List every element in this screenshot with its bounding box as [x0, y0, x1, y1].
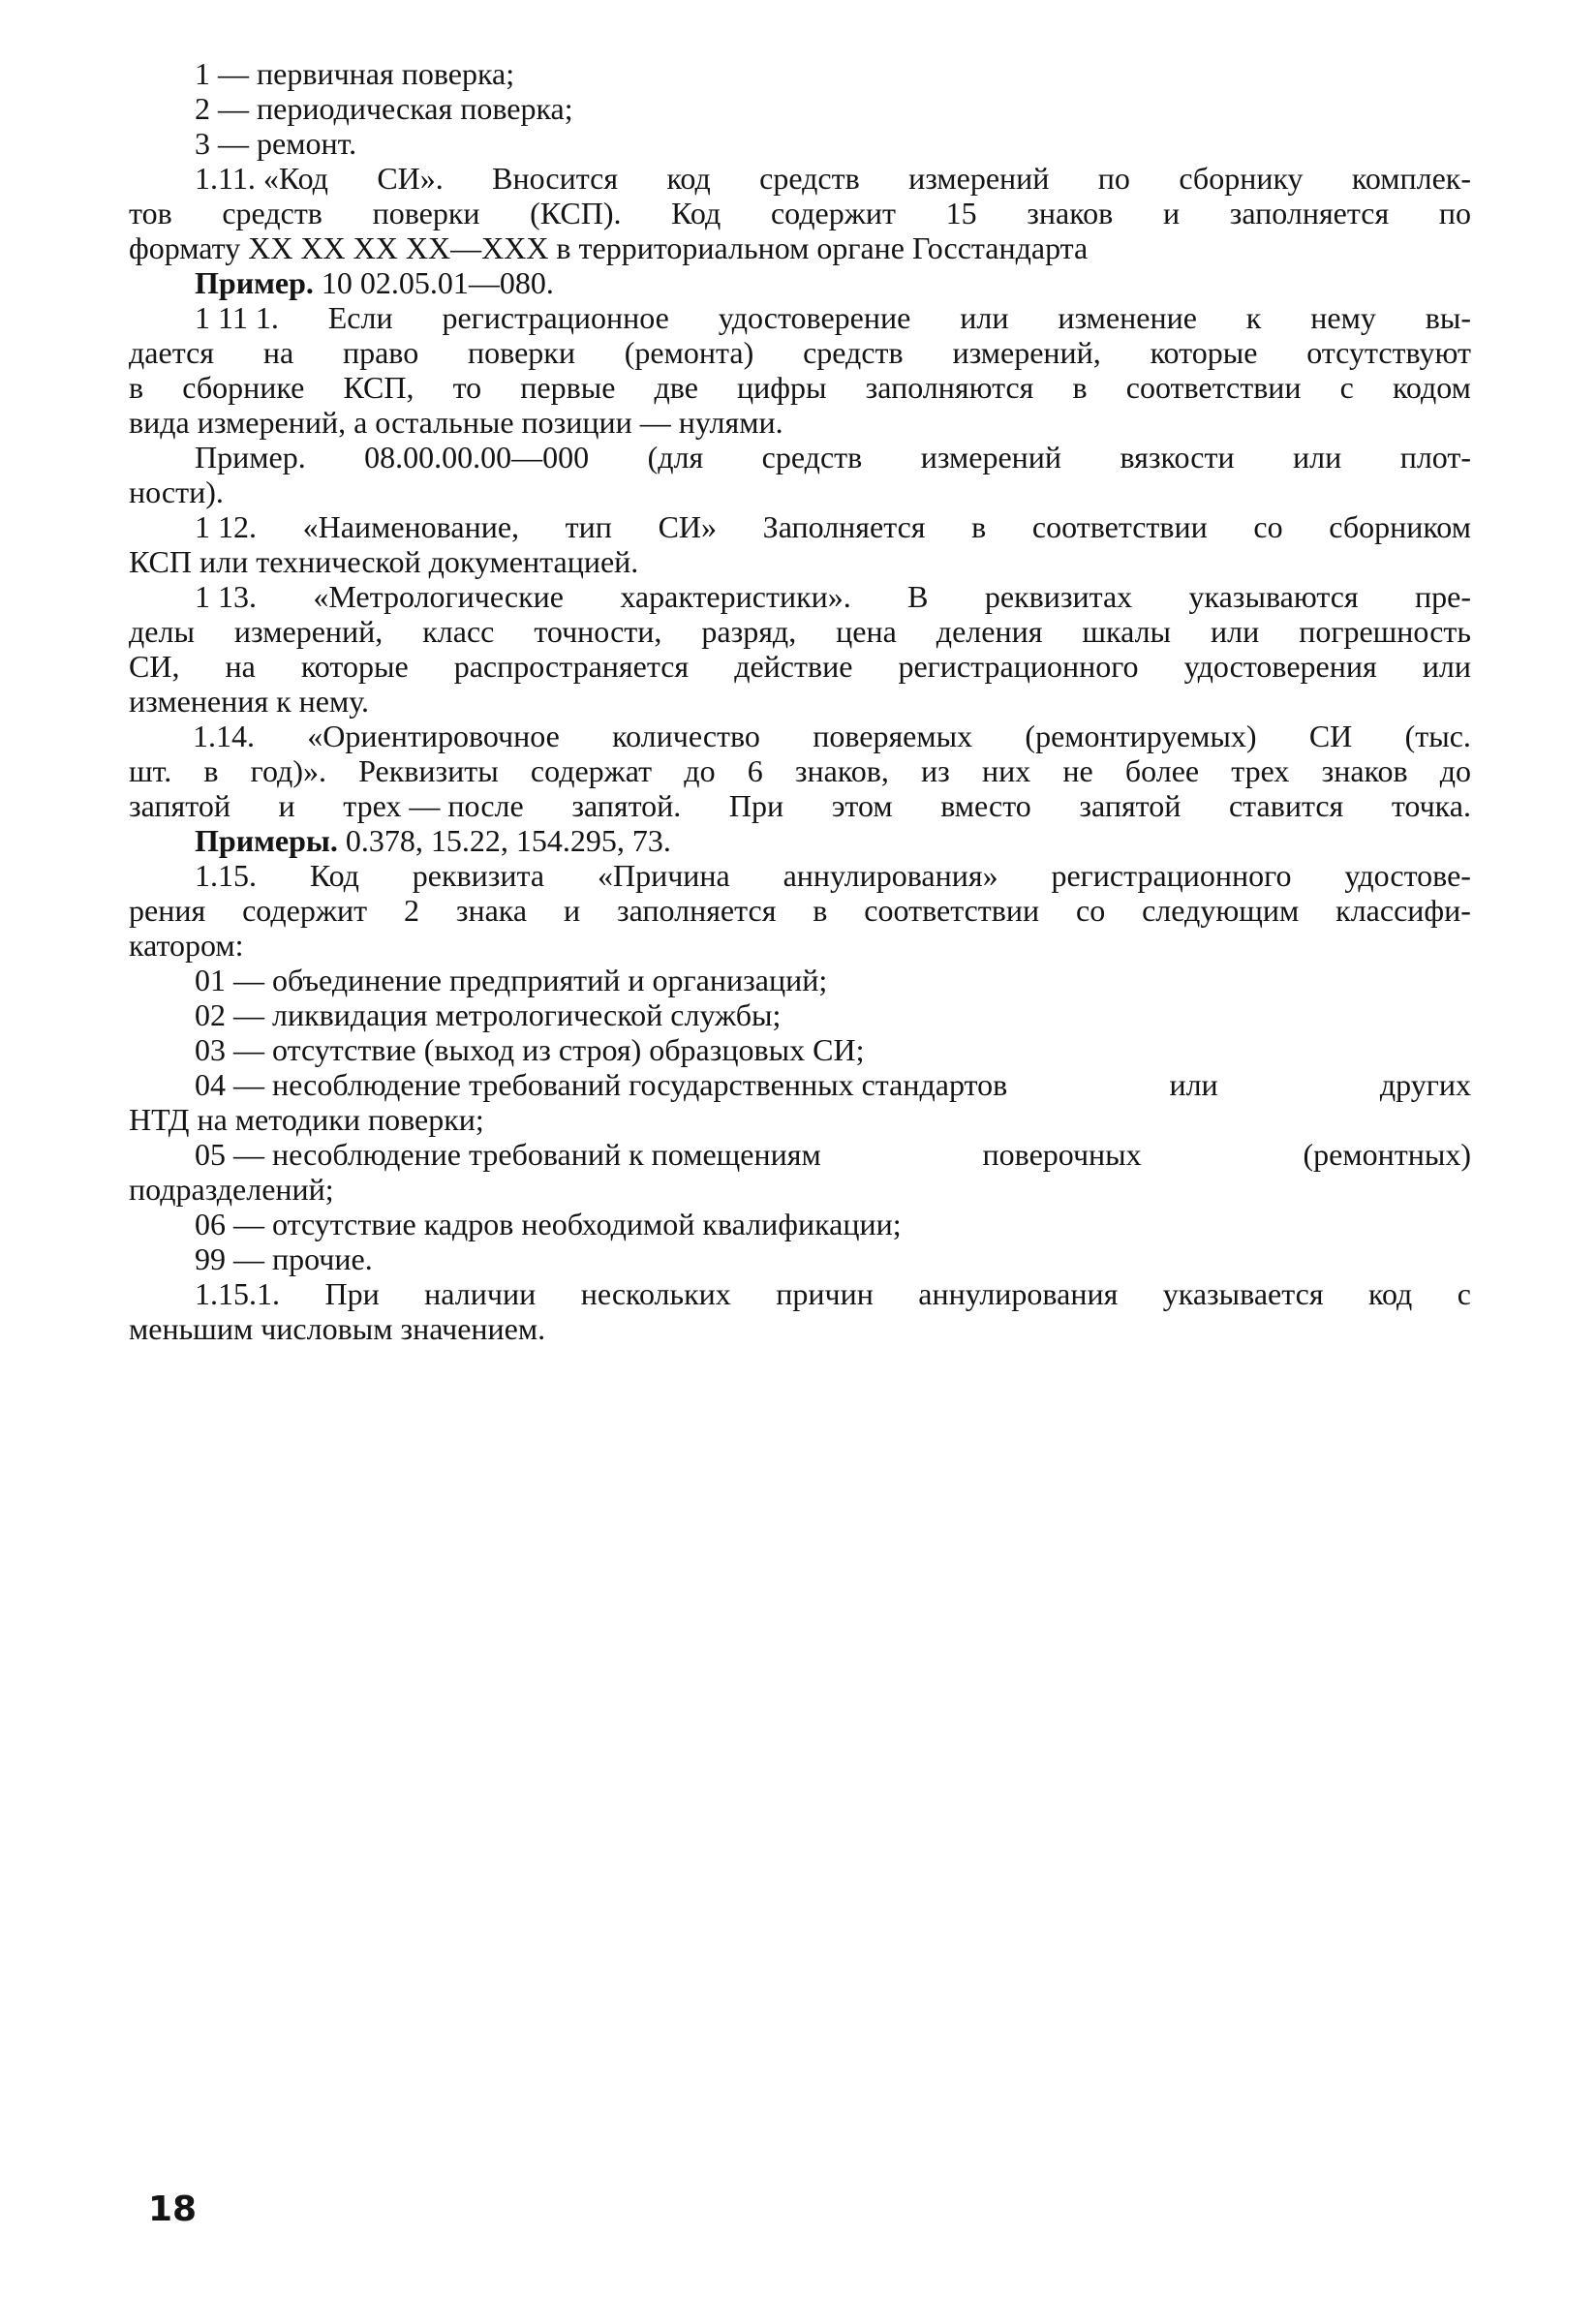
page-number: 18 — [148, 2190, 198, 2229]
text-line: меньшим числовым значением. — [129, 1311, 546, 1346]
text-line: запятой и трех — после запятой. При этом вместо запятой ставится точка. — [129, 788, 1471, 823]
text-line: КСП или технической документацией. — [129, 544, 639, 579]
list-item: 02 — ликвидация метрологической службы; — [195, 997, 782, 1032]
text-line: в сборнике КСП, то первые две цифры заполняются в соответствии с кодом — [129, 370, 1471, 405]
example-label: Примеры. — [195, 823, 338, 858]
text-line: шт. в год)». Реквизиты содержат до 6 знаков, из них не более трех знаков до — [129, 753, 1471, 788]
text-line: изменения к нему. — [129, 684, 369, 719]
text-line: 1.15. Код реквизита «Причина аннулирования» регистрационного удостове- — [195, 858, 1471, 893]
example-label: Пример. — [195, 265, 314, 300]
text-line: 1 — первичная поверка; — [195, 56, 515, 91]
text-line: 1.15.1. При наличии нескольких причин аннулирования указывается код с — [195, 1276, 1471, 1311]
text-line: 1.14. «Ориентировочное количество поверяемых (ремонтируемых) СИ (тыс. — [193, 719, 1471, 753]
text-line: формату XX XX XX XX—XXX в территориальном органе Госстандарта — [129, 230, 1089, 265]
text-line: 2 — периодическая поверка; — [195, 91, 573, 126]
text-line: 1 13. «Метрологические характеристики». В реквизитах указываются пре- — [195, 579, 1471, 614]
text-line: 1 12. «Наименование, тип СИ» Заполняется в соответствии со сборником — [195, 509, 1471, 544]
list-item: 99 — прочие. — [195, 1241, 373, 1276]
list-item: 06 — отсутствие кадров необходимой квалификации; — [195, 1207, 902, 1241]
list-item: 03 — отсутствие (выход из строя) образцовых СИ; — [195, 1032, 865, 1067]
body-text — [129, 56, 1471, 1346]
text-line: вида измерений, а остальные позиции — нулями. — [129, 405, 783, 440]
text-line: подразделений; — [129, 1172, 334, 1207]
list-item: 05 — несоблюдение требований к помещениям поверочных (ремонтных) — [195, 1137, 1471, 1172]
text-line: 1.11. «Код СИ». Вносится код средств измерений по сборнику комплек- — [195, 161, 1471, 196]
list-item: 01 — объединение предприятий и организаций; — [195, 963, 828, 997]
text-line: дается на право поверки (ремонта) средств измерений, которые отсутствуют — [129, 335, 1471, 370]
text-line: 3 — ремонт. — [195, 126, 357, 161]
list-item: 04 — несоблюдение требований государственных стандартов или других — [195, 1067, 1471, 1102]
text-line: ности). — [129, 475, 224, 509]
text-line: тов средств поверки (КСП). Код содержит 15 знаков и заполняется по — [129, 196, 1471, 230]
text-line: Пример. 08.00.00.00—000 (для средств измерений вязкости или плот- — [195, 440, 1471, 475]
text-line: рения содержит 2 знака и заполняется в соответствии со следующим классифи- — [129, 893, 1471, 928]
text-line: СИ, на которые распространяется действие регистрационного удостоверения или — [129, 649, 1471, 684]
example-line: Пример. 10 02.05.01—080. — [195, 265, 554, 300]
text-line: делы измерений, класс точности, разряд, цена деления шкалы или погрешность — [129, 614, 1471, 649]
text-line: катором: — [129, 928, 244, 963]
text-line: НТД на методики поверки; — [129, 1102, 484, 1137]
text-line: 1 11 1. Если регистрационное удостоверение или изменение к нему вы- — [195, 300, 1471, 335]
example-line: Примеры. 0.378, 15.22, 154.295, 73. — [195, 823, 671, 858]
